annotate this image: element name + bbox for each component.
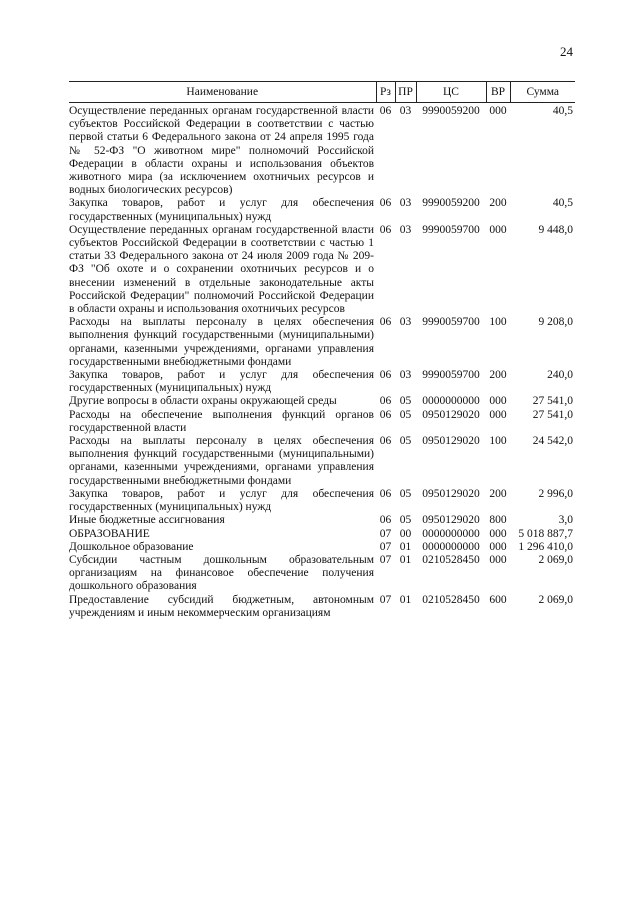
table-row bbox=[69, 316, 575, 369]
row-rz: 06 bbox=[379, 369, 392, 382]
row-rz: 06 bbox=[379, 408, 392, 421]
row-sum: 1 296 410,0 bbox=[518, 540, 573, 553]
table-row bbox=[69, 541, 575, 554]
row-pr: 03 bbox=[399, 316, 412, 329]
header-name: Наименование bbox=[69, 82, 376, 103]
row-sum: 9 208,0 bbox=[538, 316, 573, 329]
row-name: Иные бюджетные ассигнования bbox=[69, 514, 225, 527]
row-vr: 000 bbox=[489, 527, 507, 540]
row-vr: 200 bbox=[489, 487, 507, 500]
row-name: Закупка товаров, работ и услуг для обеспечения государственных (муниципальных) нужд bbox=[69, 369, 374, 395]
header-sum: Сумма bbox=[510, 82, 575, 103]
row-pr: 05 bbox=[399, 395, 412, 408]
header-rz: Рз bbox=[376, 82, 395, 103]
row-name: Расходы на выплаты персоналу в целях обеспечения выполнения функций государственными (муниципальными) органами, казенными учреждениями, органами управления государственными внебюджетными фондами bbox=[69, 435, 374, 487]
row-vr: 000 bbox=[489, 408, 507, 421]
row-sum: 27 541,0 bbox=[532, 395, 573, 408]
row-sum: 9 448,0 bbox=[538, 223, 573, 236]
table-row bbox=[69, 369, 575, 395]
table-row bbox=[69, 103, 575, 198]
row-rz: 06 bbox=[379, 105, 392, 117]
row-vr: 000 bbox=[489, 540, 507, 553]
table-row bbox=[69, 395, 575, 408]
row-cs: 9990059700 bbox=[422, 316, 480, 329]
row-name: Дошкольное образование bbox=[69, 540, 194, 553]
row-name: Осуществление переданных органам государственной власти субъектов Российской Федерации в соответствии с частью первой статьи 6 Федерального закона от 24 апреля 1995 года № 52-ФЗ "О животном мире" полномочий Российской Федерации в области охраны и использования объектов животного мира (за исключением охотничьих ресурсов и водных биологических ресурсов) bbox=[69, 105, 374, 197]
row-vr: 000 bbox=[489, 105, 507, 117]
row-cs: 9990059700 bbox=[422, 223, 480, 236]
row-sum: 40,5 bbox=[552, 197, 573, 210]
table-row bbox=[69, 528, 575, 541]
table-row bbox=[69, 409, 575, 435]
row-vr: 800 bbox=[489, 514, 507, 527]
row-vr: 200 bbox=[489, 369, 507, 382]
row-sum: 2 069,0 bbox=[538, 593, 573, 606]
row-pr: 05 bbox=[399, 514, 412, 527]
row-sum: 24 542,0 bbox=[532, 435, 573, 448]
row-cs: 9990059700 bbox=[422, 369, 480, 382]
table-row bbox=[69, 224, 575, 316]
page-number: 24 bbox=[560, 44, 573, 59]
row-pr: 01 bbox=[399, 540, 412, 553]
row-rz: 07 bbox=[379, 527, 392, 540]
row-vr: 000 bbox=[489, 223, 507, 236]
row-cs: 0000000000 bbox=[422, 527, 480, 540]
row-rz: 06 bbox=[379, 316, 392, 329]
row-cs: 0950129020 bbox=[422, 514, 480, 527]
row-cs: 0950129020 bbox=[422, 487, 480, 500]
row-sum: 5 018 887,7 bbox=[518, 527, 573, 540]
row-pr: 05 bbox=[399, 487, 412, 500]
row-pr: 03 bbox=[399, 105, 412, 117]
row-sum: 40,5 bbox=[552, 105, 573, 117]
row-pr: 01 bbox=[399, 593, 412, 606]
table-row bbox=[69, 197, 575, 223]
row-sum: 2 069,0 bbox=[538, 553, 573, 566]
row-cs: 0950129020 bbox=[422, 435, 480, 448]
table-row bbox=[69, 594, 575, 620]
row-rz: 07 bbox=[379, 593, 392, 606]
row-sum: 3,0 bbox=[558, 514, 573, 527]
row-pr: 03 bbox=[399, 197, 412, 210]
row-vr: 100 bbox=[489, 435, 507, 448]
table-row bbox=[69, 514, 575, 527]
row-rz: 06 bbox=[379, 395, 392, 408]
row-pr: 03 bbox=[399, 223, 412, 236]
table-row bbox=[69, 488, 575, 514]
row-rz: 06 bbox=[379, 487, 392, 500]
row-pr: 03 bbox=[399, 369, 412, 382]
row-cs: 0210528450 bbox=[422, 593, 480, 606]
row-cs: 0000000000 bbox=[422, 540, 480, 553]
row-sum: 2 996,0 bbox=[538, 487, 573, 500]
row-rz: 06 bbox=[379, 514, 392, 527]
row-sum: 27 541,0 bbox=[532, 408, 573, 421]
row-name: ОБРАЗОВАНИЕ bbox=[69, 527, 150, 540]
row-cs: 0210528450 bbox=[422, 553, 480, 566]
table-row bbox=[69, 435, 575, 488]
row-name: Расходы на обеспечение выполнения функций органов государственной власти bbox=[69, 408, 374, 434]
row-vr: 000 bbox=[489, 395, 507, 408]
row-vr: 000 bbox=[489, 553, 507, 566]
row-rz: 06 bbox=[379, 435, 392, 448]
row-sum: 240,0 bbox=[547, 369, 573, 382]
header-vr: ВР bbox=[486, 82, 510, 103]
budget-table bbox=[69, 81, 575, 620]
row-pr: 01 bbox=[399, 553, 412, 566]
row-name: Субсидии частным дошкольным образовательным организациям на финансовое обеспечение получения дошкольного образования bbox=[69, 553, 374, 593]
row-cs: 9990059200 bbox=[422, 105, 480, 117]
row-name: Закупка товаров, работ и услуг для обеспечения государственных (муниципальных) нужд bbox=[69, 487, 374, 514]
row-name: Расходы на выплаты персоналу в целях обеспечения выполнения функций государственными (муниципальными) органами, казенными учреждениями, органами управления государственными внебюджетными фондами bbox=[69, 316, 374, 368]
row-vr: 200 bbox=[489, 197, 507, 210]
row-rz: 07 bbox=[379, 540, 392, 553]
row-pr: 05 bbox=[399, 408, 412, 421]
row-name: Другие вопросы в области охраны окружающей среды bbox=[69, 395, 337, 408]
table-row bbox=[69, 554, 575, 594]
row-cs: 9990059200 bbox=[422, 197, 480, 210]
row-cs: 0000000000 bbox=[422, 395, 480, 408]
header-cs: ЦС bbox=[416, 82, 486, 103]
row-vr: 600 bbox=[489, 593, 507, 606]
row-name: Предоставление субсидий бюджетным, автономным учреждениям и иным некоммерческим организациям bbox=[69, 593, 374, 619]
row-pr: 05 bbox=[399, 435, 412, 448]
row-rz: 06 bbox=[379, 197, 392, 210]
row-name: Закупка товаров, работ и услуг для обеспечения государственных (муниципальных) нужд bbox=[69, 197, 374, 223]
table-header-row bbox=[69, 82, 575, 103]
row-rz: 06 bbox=[379, 223, 392, 236]
row-vr: 100 bbox=[489, 316, 507, 329]
row-rz: 07 bbox=[379, 553, 392, 566]
header-pr: ПР bbox=[395, 82, 416, 103]
row-cs: 0950129020 bbox=[422, 408, 480, 421]
row-pr: 00 bbox=[399, 527, 412, 540]
row-name: Осуществление переданных органам государственной власти субъектов Российской Федерации в соответствии с частью 1 статьи 33 Федерального закона от 24 июля 2009 года № 209-ФЗ "Об охоте и о сохранении охотничьих ресурсов и о внесении изменений в отдельные законодательные акты Российской Федерации" полномочий Российской Федерации в области охраны и использования охотничьих ресурсов bbox=[69, 223, 374, 316]
